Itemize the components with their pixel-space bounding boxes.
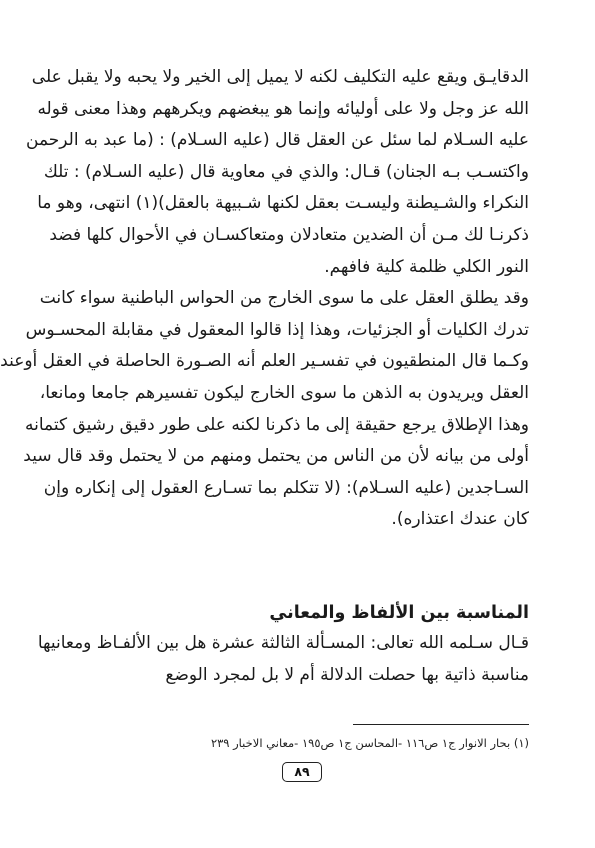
text-line: ذكرنـا لك مـن أن الضدين متعادلان ومتعاكسـان في الأحوال كلها فضد <box>49 224 529 245</box>
text-line: العقل ويريدون به الذهن ما سوى الخارج ليكون تفسيرهم جامعا ومانعا، <box>39 382 529 403</box>
text-line: قـال سـلمه الله تعالى: المسـألة الثالثة عشرة هل بين الألفـاظ ومعانيها <box>37 633 529 653</box>
text-line: النكراء والشـيطنة وليسـت بعقل لكنها شـبيهة بالعقل)(١) انتهى، وهو ما <box>37 193 529 214</box>
text-line: النور الكلي ظلمة كلية فافهم. <box>324 256 529 277</box>
text-line: تدرك الكليات أو الجزئيات، وهذا إذا قالوا المعقول في مقابلة المحسـوس <box>25 319 529 340</box>
text-line: وهذا الإطلاق يرجع حقيقة إلى ما ذكرنا لكنه على طور دقيق رشيق كتمانه <box>25 414 529 435</box>
footnote-divider <box>353 724 529 725</box>
main-text-block <box>0 62 529 536</box>
section-text-block <box>37 628 529 691</box>
text-line: عليه السـلام لما سئل عن العقل قال (عليه السـلام) : (ما عبد به الرحمن <box>26 130 529 151</box>
text-line: واكتسـب بـه الجنان) قـال: والذي في معاوية قال (عليه السـلام) : تلك <box>43 161 529 182</box>
text-line: كان عندك اعتذاره). <box>391 509 529 530</box>
text-line: الدقايـق ويقع عليه التكليف لكنه لا يميل إلى الخير ولا يحبه ولا يقبل على <box>31 67 529 87</box>
page-number: ٨٩ <box>282 762 322 782</box>
text-line: وقد يطلق العقل على ما سوى الخارج من الحواس الباطنية سواء كانت <box>39 288 529 309</box>
footnote: (١) بحار الانوار ج١ ص١١٦ -المحاسن ج١ ص١٩٥ -معاني الاخبار ٢٣٩ <box>210 736 529 750</box>
text-line: أولى من بيانه لأن من الناس من يحتمل ومنهم من لا يحتمل وقد قال سيد <box>23 446 529 467</box>
section-heading: المناسبة بين الألفاظ والمعاني <box>269 603 529 623</box>
text-line: الله عز وجل ولا على أوليائه وإنما هو يبغضهم ويكرههم وهذا معنى قوله <box>37 98 529 119</box>
text-line: وكـما قال المنطقيون في تفسـير العلم أنه الصـورة الحاصلة في العقل أوعند <box>0 351 529 372</box>
text-line: مناسبة ذاتية بها حصلت الدلالة أم لا بل لمجرد الوضع <box>165 664 529 685</box>
text-line: السـاجدين (عليه السـلام): (لا تتكلم بما تسـارع العقول إلى إنكاره وإن <box>43 477 529 498</box>
